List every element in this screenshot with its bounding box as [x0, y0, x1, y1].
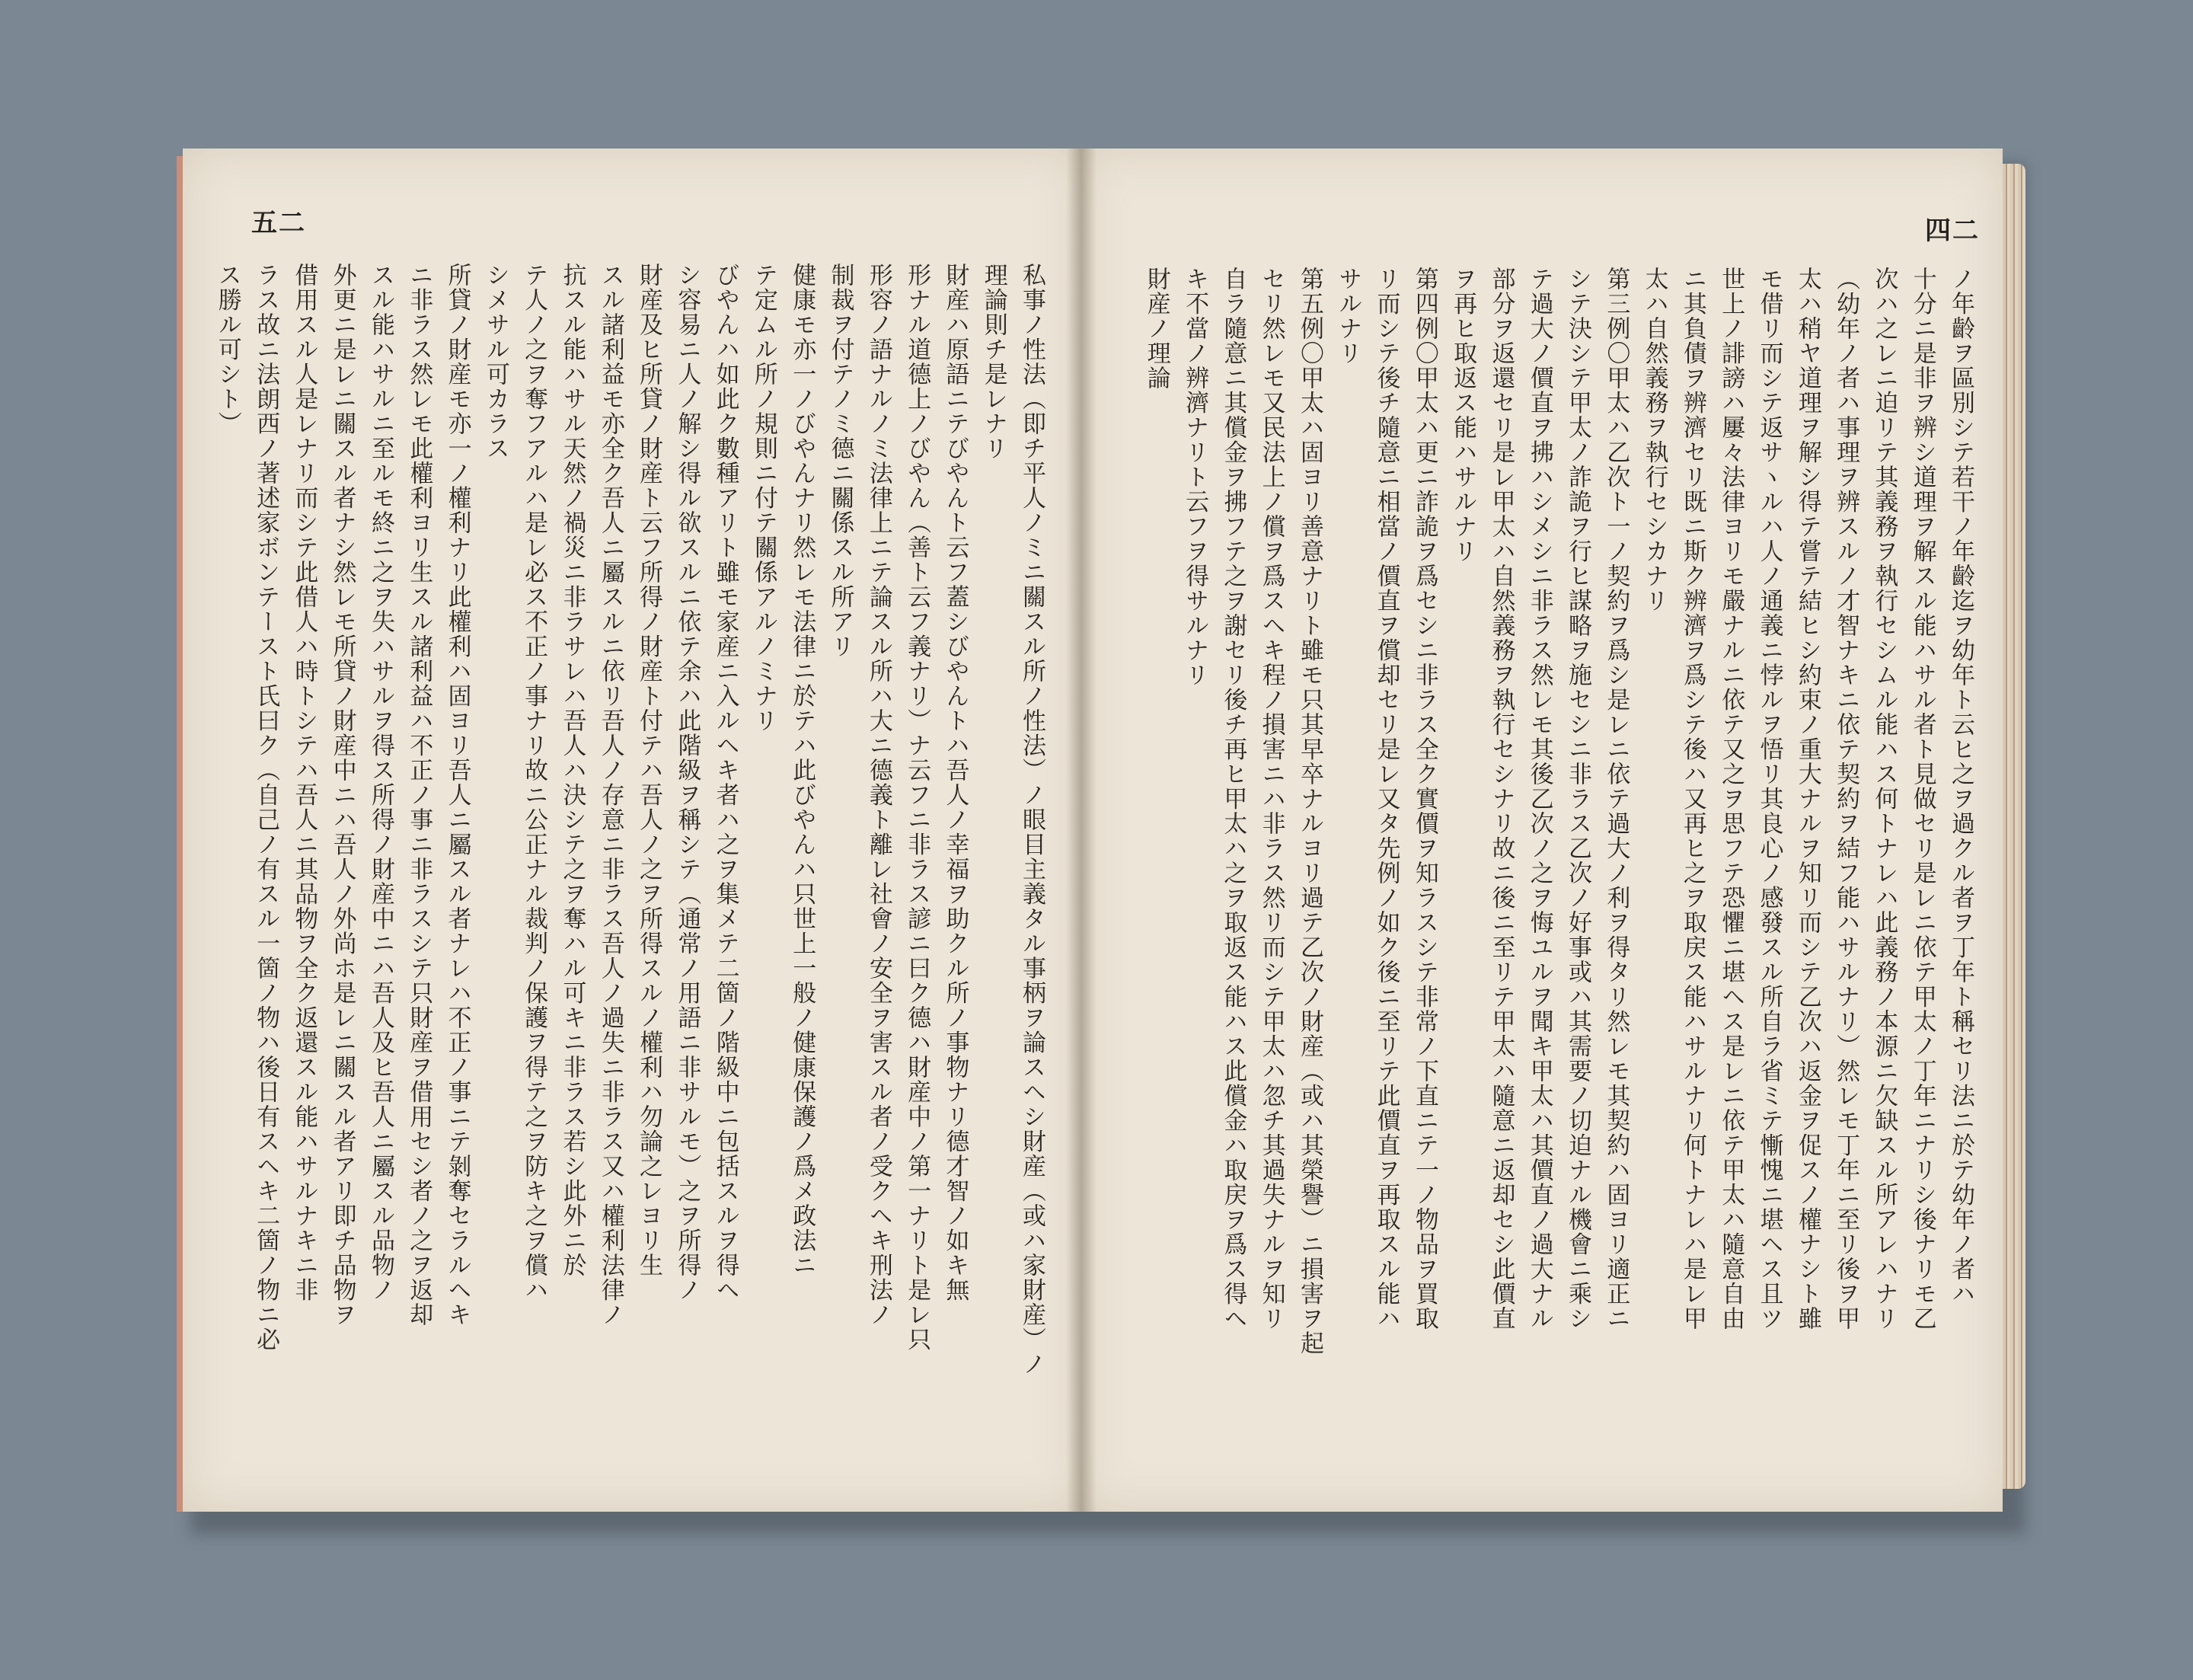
text-column: 世上ノ誹謗ハ屢々法律ヨリモ嚴ナルニ依テ又之ヲ思フテ恐懼ニ堪ヘス是レニ依テ甲太ハ隨意自由	[1717, 267, 1745, 1331]
right-page-text	[1142, 267, 1980, 1485]
text-column: シテ決シテ甲太ノ詐詭ヲ行ヒ謀略ヲ施セシニ非ラス乙次ノ好事或ハ其需要ノ切迫ナル機會ニ乘シ	[1564, 267, 1592, 1331]
text-column: 部分ヲ返還セリ是レ甲太ハ自然義務ヲ執行セシナリ故ニ後ニ至リテ甲太ハ隨意ニ返却セシ此價直	[1487, 267, 1515, 1331]
text-column: テ過大ノ價直ヲ拂ハシメシニ非ラス然レモ其後乙次ノ之ヲ悔ユルヲ聞キ甲太ハ其價直ノ過大ナル	[1525, 267, 1553, 1331]
text-column: 所貸ノ財産モ亦一ノ權利ナリ此權利ハ固ヨリ吾人ニ屬スル者ナレハ不正ノ事ニテ剝奪セラルヘキ	[443, 263, 471, 1327]
text-column: リ而シテ後チ隨意ニ相當ノ價直ヲ償却セリ是レ又タ先例ノ如ク後ニ至リテ此價直ヲ再取スル能ハ	[1372, 267, 1400, 1331]
text-column: ス勝ル可シト）	[213, 263, 241, 436]
left-page-number: 五二	[251, 208, 306, 238]
text-column: 第五例〇甲太ハ固ヨリ善意ナリト雖モ只其早卒ナルヨリ過テ乙次ノ財産（或ハ其榮譽）ニ損害ヲ起	[1295, 267, 1323, 1356]
text-column: 私事ノ性法（即チ平人ノミニ關スル所ノ性法）ノ眼目主義タル事柄ヲ論スヘシ財産（或ハ家財産）ノ	[1018, 263, 1045, 1377]
right-page-number: 四二	[1925, 216, 1980, 246]
text-column: ニ其負債ヲ辨濟セリ既ニ斯ク辨濟ヲ爲シテ後ハ又再ヒ之ヲ取戻ス能ハサルナリ何トナレハ是レ甲	[1678, 267, 1706, 1331]
page-stack-edge	[2003, 164, 2025, 1489]
book-gutter	[1066, 149, 1096, 1512]
text-column: ノ年齡ヲ區別シテ若干ノ年齡迄ヲ幼年ト云ヒ之ヲ過クル者ヲ丁年ト稱セリ法ニ於テ幼年ノ者ハ	[1947, 267, 1974, 1306]
text-column: ヲ再ヒ取返ス能ハサルナリ	[1449, 267, 1477, 564]
text-column: 制裁ヲ付テノミ德ニ關係スル所アリ	[826, 263, 854, 659]
text-column: スル諸利益モ亦全ク吾人ニ屬スルニ依リ吾人ノ存意ニ非ラス吾人ノ過失ニ非ラス又ハ權利法律ノ	[596, 263, 624, 1327]
right-page	[1081, 149, 2003, 1512]
text-column: 第四例〇甲太ハ更ニ詐詭ヲ爲セシニ非ラス全ク實價ヲ知ラスシテ非常ノ下直ニテ一ノ物品ヲ買取	[1410, 267, 1438, 1331]
left-page	[183, 149, 1083, 1512]
text-column: 形容ノ語ナルノミ法律上ニテ論スル所ハ大ニ德義ト離レ社會ノ安全ヲ害スル者ノ受クヘキ刑法ノ	[864, 263, 892, 1327]
text-column: 自ラ隨意ニ其償金ヲ拂フテ之ヲ謝セリ後チ再ヒ甲太ハ之ヲ取返ス能ハス此償金ハ取戻ヲ爲ス得ヘ	[1219, 267, 1247, 1331]
text-column: テ定ムル所ノ規則ニ付テ關係アルノミナリ	[749, 263, 777, 733]
text-column: キ不當ノ辨濟ナリト云フヲ得サルナリ	[1181, 267, 1209, 688]
text-column: （幼年ノ者ハ事理ヲ辨スルノ才智ナキニ依テ契約ヲ結フ能ハサルナリ）然レモ丁年ニ至リ後ヲ甲	[1832, 267, 1860, 1331]
text-column: シ容易ニ人ノ解シ得ル欲スルニ依テ余ハ此階級ヲ稱シテ（通常ノ用語ニ非サルモ）之ヲ所得ノ	[673, 263, 701, 1302]
text-column: 財産及ヒ所貸ノ財産ト云フ所得ノ財産ト付テハ吾人ノ之ヲ所得スルノ權利ハ勿論之レヨリ生	[635, 263, 663, 1278]
text-column: 第三例〇甲太ハ乙次ト一ノ契約ヲ爲シ是レニ依テ過大ノ利ヲ得タリ然レモ其契約ハ固ヨリ適正ニ	[1602, 267, 1630, 1331]
text-column: 抗スル能ハサル天然ノ禍災ニ非ラサレハ吾人ハ決シテ之ヲ奪ハル可キニ非ラス若シ此外ニ於	[558, 263, 586, 1278]
text-column: びやんハ如此ク數種アリト雖モ家産ニ入ルヘキ者ハ之ヲ集メテ二箇ノ階級中ニ包括スルヲ得ヘ	[711, 263, 739, 1302]
text-column: 理論則チ是レナリ	[979, 263, 1007, 461]
text-column: 借用スル人是レナリ而シテ此借人ハ時トシテハ吾人ニ其品物ヲ全ク返還スル能ハサルナキニ非	[290, 263, 318, 1302]
text-column: 財産ハ原語ニテびやんト云フ蓋シびやんトハ吾人ノ幸福ヲ助クル所ノ事物ナリ德才智ノ如キ無	[941, 263, 969, 1302]
text-column: 形ナル道德上ノびやん（善ト云フ義ナリ）ナ云フニ非ラス諺ニ曰ク德ハ財産中ノ第一ナリト是レ只	[903, 263, 931, 1352]
text-column: 十分ニ是非ヲ辨シ道理ヲ解スル能ハサル者ト見做セリ是レニ依テ甲太ノ丁年ニナリシ後ナリモ乙	[1908, 267, 1936, 1331]
open-book	[183, 149, 2025, 1535]
text-column: 健康モ亦一ノびやんナリ然レモ法律ニ於テハ此びやんハ只世上一般ノ健康保護ノ爲メ政法ニ	[788, 263, 816, 1278]
text-column: テ人ノ之ヲ奪フアルハ是レ必ス不正ノ事ナリ故ニ公正ナル裁判ノ保護ヲ得テ之ヲ防キ之ヲ償ハ	[520, 263, 548, 1302]
text-column: 外更ニ是レニ關スル者ナシ然レモ所貸ノ財産中ニハ吾人ノ外尚ホ是レニ關スル者アリ即チ品物ヲ	[328, 263, 356, 1327]
text-column: シメサル可カラス	[481, 263, 509, 461]
text-column: サルナリ	[1334, 267, 1362, 366]
text-column: ニ非ラス然レモ此權利ヨリ生スル諸利益ハ不正ノ事ニ非ラスシテ只財産ヲ借用セシ者ノ之ヲ返却	[405, 263, 433, 1327]
text-column: 次ハ之レニ迫リテ其義務ヲ執行セシムル能ハス何トナレハ此義務ノ本源ニ欠缺スル所アレハナリ	[1870, 267, 1898, 1331]
left-page-text	[213, 263, 1051, 1481]
text-column: 財産ノ理論	[1142, 267, 1170, 391]
text-column: セリ然レモ又民法上ノ償ヲ爲スヘキ程ノ損害ニハ非ラス然リ而シテ甲太ハ忽チ其過失ナルヲ知リ	[1257, 267, 1285, 1331]
text-column: スル能ハサルニ至ルモ終ニ之ヲ失ハサルヲ得ス所得ノ財産中ニハ吾人及ヒ吾人ニ屬スル品物ノ	[366, 263, 394, 1302]
text-column: ラス故ニ法朗西ノ著述家ボンテースト氏曰ク（自己ノ有スル一箇ノ物ハ後日有スヘキ二箇ノ物ニ必	[252, 263, 280, 1352]
text-column: モ借リ而シテ返サヽルハ人ノ通義ニ悖ルヲ悟リ其良心ノ感發スル所自ラ省ミテ慚愧ニ堪ヘス且ツ	[1755, 267, 1783, 1331]
text-column: 太ハ稍ヤ道理ヲ解シ得テ嘗テ結ヒシ約束ノ重大ナルヲ知リ而シテ乙次ハ返金ヲ促スノ權ナシト雖	[1793, 267, 1821, 1331]
text-column: 太ハ自然義務ヲ執行セシカナリ	[1640, 267, 1668, 613]
